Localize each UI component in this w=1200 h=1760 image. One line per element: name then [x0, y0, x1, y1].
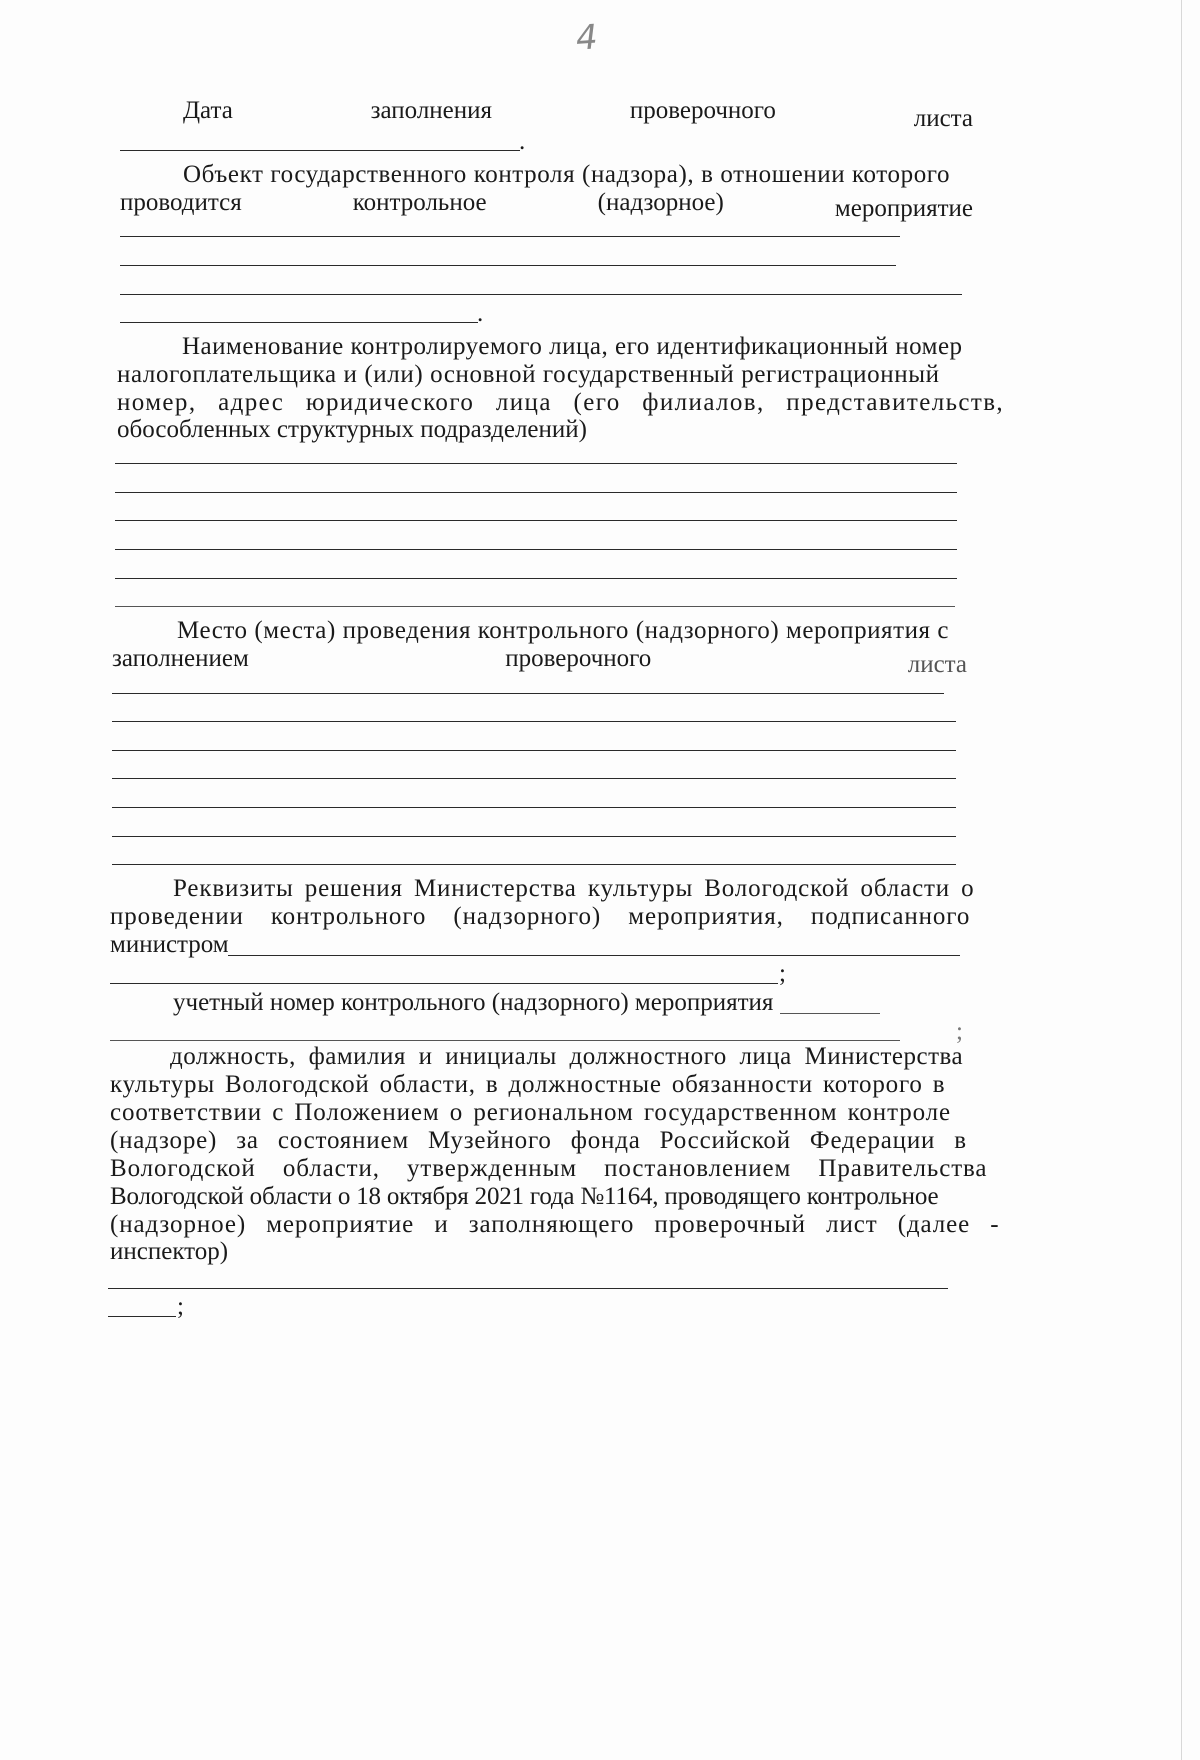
- control-object-line-2: проводится контрольное (надзорное) мероприятие: [120, 189, 973, 222]
- inspector-line-3: соответствии с Положением о региональном государственном контроле: [110, 1099, 952, 1126]
- inspector-line-5: Вологодской области, утвержденным постановлением Правительства: [110, 1155, 988, 1182]
- inspector-field-2[interactable]: [108, 1316, 176, 1317]
- inspector-line-8: инспектор): [110, 1238, 229, 1265]
- control-object-field-2[interactable]: [120, 265, 896, 266]
- place-field-7[interactable]: [112, 864, 956, 865]
- inspector-line-4: (надзоре) за состоянием Музейного фонда Российской Федерации в: [110, 1127, 967, 1154]
- place-field-6[interactable]: [112, 836, 956, 837]
- controlled-person-field-6[interactable]: [115, 606, 955, 607]
- decision-line-3: министром: [110, 931, 229, 958]
- account-number-label: учетный номер контрольного (надзорного) мероприятия: [173, 989, 774, 1016]
- controlled-person-line-2: налогоплательщика и (или) основной государственный регистрационный: [117, 361, 940, 388]
- place-field-5[interactable]: [112, 807, 956, 808]
- inspector-field-1[interactable]: [108, 1288, 948, 1289]
- controlled-person-line-4: обособленных структурных подразделений): [117, 416, 587, 443]
- inspector-line-6: Вологодской области о 18 октября 2021 года №1164, проводящего контрольное: [110, 1183, 939, 1210]
- decision-line-2: проведении контрольного (надзорного) мероприятия, подписанного: [110, 903, 971, 930]
- control-object-end: .: [477, 300, 484, 327]
- place-field-1[interactable]: [112, 693, 944, 694]
- account-number-field-1[interactable]: [780, 1013, 880, 1014]
- place-field-3[interactable]: [112, 750, 956, 751]
- decision-end: ;: [779, 960, 786, 987]
- controlled-person-field-4[interactable]: [115, 549, 957, 550]
- fill-date-end: .: [519, 128, 526, 155]
- controlled-person-line-3: номер, адрес юридического лица (его филиалов, представительств,: [117, 389, 1005, 416]
- control-object-line-1: Объект государственного контроля (надзора), в отношении которого: [183, 161, 951, 188]
- fill-date-field[interactable]: [120, 150, 520, 151]
- inspector-line-2: культуры Вологодской области, в должностные обязанности которого в: [110, 1071, 946, 1098]
- controlled-person-line-1: Наименование контролируемого лица, его идентификационный номер: [182, 333, 963, 360]
- inspector-line-7: (надзорное) мероприятие и заполняющего проверочный лист (далее -: [110, 1211, 1000, 1238]
- control-object-field-3[interactable]: [120, 294, 962, 295]
- inspector-line-1: должность, фамилия и инициалы должностного лица Министерства: [170, 1043, 964, 1070]
- place-line-2: заполнением проверочного листа: [112, 645, 967, 678]
- account-number-field-2[interactable]: [110, 1040, 900, 1041]
- control-object-field-4[interactable]: [120, 322, 478, 323]
- controlled-person-field-3[interactable]: [115, 520, 957, 521]
- inspector-end: ;: [177, 1293, 184, 1320]
- place-line-1: Место (места) проведения контрольного (надзорного) мероприятия с: [177, 617, 950, 644]
- controlled-person-field-5[interactable]: [115, 578, 957, 579]
- decision-field-2[interactable]: [110, 983, 778, 984]
- decision-line-1: Реквизиты решения Министерства культуры Вологодской области о: [173, 875, 975, 902]
- controlled-person-field-2[interactable]: [115, 492, 957, 493]
- place-field-2[interactable]: [112, 721, 956, 722]
- fill-date-label: Дата заполнения проверочного листа: [183, 97, 973, 132]
- decision-field-1[interactable]: [228, 955, 960, 956]
- control-object-field-1[interactable]: [120, 236, 900, 237]
- place-field-4[interactable]: [112, 778, 956, 779]
- page-number: 4: [574, 17, 600, 59]
- page-edge: [1181, 0, 1182, 1760]
- account-number-end: ;: [956, 1018, 963, 1045]
- controlled-person-field-1[interactable]: [115, 463, 957, 464]
